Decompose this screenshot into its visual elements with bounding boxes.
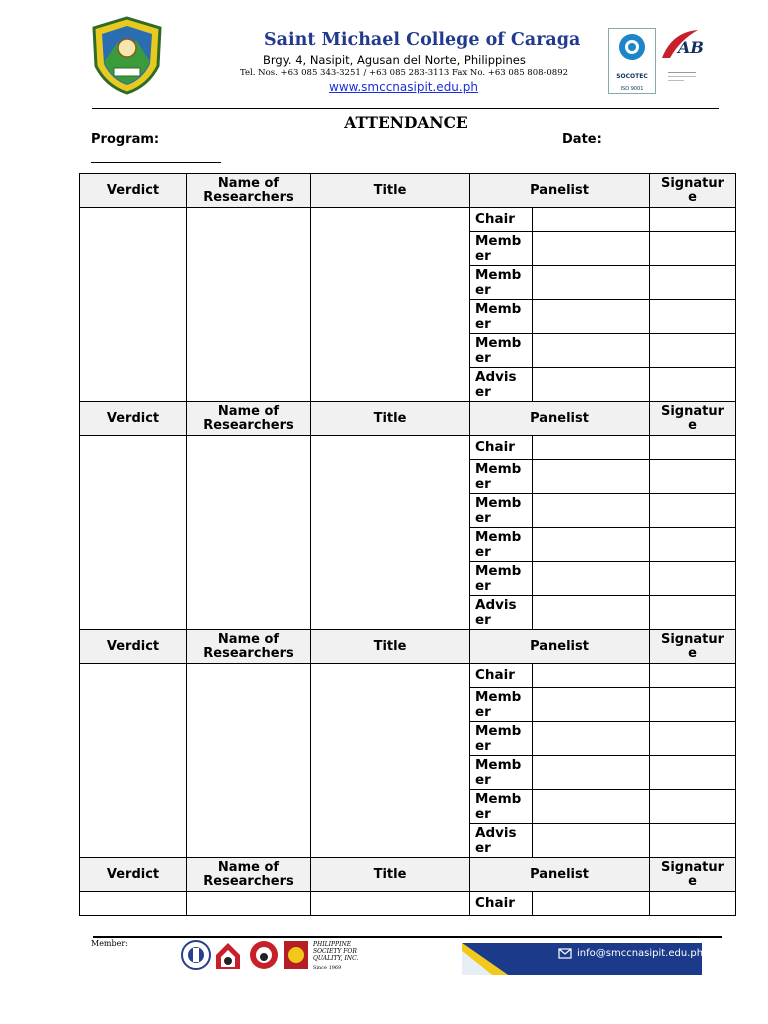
panelist-header: Panelist bbox=[470, 402, 650, 436]
verdict-header: Verdict bbox=[80, 630, 187, 664]
panelist-row bbox=[80, 664, 736, 688]
verdict-header: Verdict bbox=[80, 174, 187, 208]
table-header-row bbox=[80, 630, 736, 664]
signature-cell[interactable] bbox=[650, 824, 736, 858]
role-member-line1: Memb bbox=[475, 562, 522, 579]
title-header: Title bbox=[311, 174, 470, 208]
table-header-row bbox=[80, 858, 736, 892]
website-link[interactable]: www.smccnasipit.edu.ph bbox=[329, 80, 478, 94]
signature-header-line1: Signatur bbox=[660, 859, 725, 875]
role-member-line1: Memb bbox=[475, 266, 522, 283]
program-label: Program: bbox=[91, 132, 160, 147]
verdict-header: Verdict bbox=[80, 858, 187, 892]
role-member-line2: er bbox=[475, 247, 491, 264]
panelist-name-cell[interactable] bbox=[533, 494, 650, 528]
attendance-table bbox=[79, 173, 736, 916]
role-adviser-line2: er bbox=[475, 383, 491, 400]
role-member bbox=[470, 460, 533, 494]
signature-header-line1: Signatur bbox=[660, 631, 725, 647]
signature-header-line2: e bbox=[688, 189, 697, 205]
title-header: Title bbox=[311, 858, 470, 892]
panelist-name-cell[interactable] bbox=[533, 368, 650, 402]
signature-header bbox=[650, 174, 736, 208]
title-cell[interactable] bbox=[311, 892, 470, 916]
panelist-name-cell[interactable] bbox=[533, 756, 650, 790]
researchers-header-line1: Name of bbox=[217, 631, 280, 647]
panelist-name-cell[interactable] bbox=[533, 232, 650, 266]
signature-cell[interactable] bbox=[650, 892, 736, 916]
role-member-line2: er bbox=[475, 703, 491, 720]
role-member-line1: Memb bbox=[475, 460, 522, 477]
researchers-header bbox=[187, 402, 311, 436]
panelist-name-cell[interactable] bbox=[533, 688, 650, 722]
signature-header bbox=[650, 630, 736, 664]
signature-cell[interactable] bbox=[650, 334, 736, 368]
signature-cell[interactable] bbox=[650, 722, 736, 756]
title-header: Title bbox=[311, 630, 470, 664]
member-label: Member: bbox=[91, 939, 128, 948]
school-address: Brgy. 4, Nasipit, Agusan del Norte, Philippines bbox=[263, 53, 526, 67]
researchers-cell[interactable] bbox=[187, 892, 311, 916]
header-divider bbox=[92, 108, 719, 109]
iso-label: ISO 9001 bbox=[620, 86, 644, 92]
verdict-cell[interactable] bbox=[80, 436, 187, 630]
signature-cell[interactable] bbox=[650, 232, 736, 266]
role-member-line1: Memb bbox=[475, 688, 522, 705]
panelist-name-cell[interactable] bbox=[533, 300, 650, 334]
signature-cell[interactable] bbox=[650, 494, 736, 528]
signature-header-line2: e bbox=[688, 417, 697, 433]
socotec-logo-icon bbox=[609, 29, 655, 69]
signature-cell[interactable] bbox=[650, 368, 736, 402]
psq-since: Since 1969 bbox=[313, 965, 342, 971]
panelist-name-cell[interactable] bbox=[533, 460, 650, 494]
psq-name: PHILIPPINE SOCIETY FOR QUALITY, INC. bbox=[313, 941, 359, 962]
signature-header bbox=[650, 402, 736, 436]
role-member-line2: er bbox=[475, 349, 491, 366]
school-name: Saint Michael College of Caraga bbox=[264, 30, 581, 50]
panelist-name-cell[interactable] bbox=[533, 436, 650, 460]
role-member-line2: er bbox=[475, 475, 491, 492]
role-member-line1: Memb bbox=[475, 494, 522, 511]
role-chair-label: Chair bbox=[475, 211, 515, 227]
researchers-header-line2: Researchers bbox=[203, 645, 294, 661]
role-member bbox=[470, 266, 533, 300]
socotec-cert-badge bbox=[608, 28, 656, 94]
signature-header-line2: e bbox=[688, 873, 697, 889]
role-member-line1: Memb bbox=[475, 756, 522, 773]
role-member-line1: Memb bbox=[475, 722, 522, 739]
program-blank-line[interactable] bbox=[91, 162, 221, 163]
role-chair-label: Chair bbox=[475, 667, 515, 683]
panelist-name-cell[interactable] bbox=[533, 208, 650, 232]
panelist-name-cell[interactable] bbox=[533, 790, 650, 824]
role-adviser-line2: er bbox=[475, 839, 491, 856]
researchers-header-line2: Researchers bbox=[203, 189, 294, 205]
role-member bbox=[470, 722, 533, 756]
role-chair bbox=[470, 664, 533, 688]
role-chair bbox=[470, 892, 533, 916]
paascu-logo-icon bbox=[216, 943, 240, 969]
signature-header bbox=[650, 858, 736, 892]
researchers-cell[interactable] bbox=[187, 664, 311, 858]
title-header: Title bbox=[311, 402, 470, 436]
panelist-name-cell[interactable] bbox=[533, 334, 650, 368]
researchers-cell[interactable] bbox=[187, 436, 311, 630]
role-adviser-line1: Advis bbox=[475, 368, 517, 385]
panelist-row bbox=[80, 208, 736, 232]
researchers-header-line1: Name of bbox=[217, 403, 280, 419]
signature-cell[interactable] bbox=[650, 460, 736, 494]
role-member-line1: Memb bbox=[475, 300, 522, 317]
panelist-name-cell[interactable] bbox=[533, 596, 650, 630]
page-title: ATTENDANCE bbox=[344, 113, 468, 132]
signature-cell[interactable] bbox=[650, 528, 736, 562]
member-logos bbox=[180, 939, 310, 971]
footer-divider bbox=[93, 936, 722, 938]
jas-anz-cert-badge bbox=[658, 28, 704, 92]
accrediting-body-logo-icon bbox=[250, 941, 278, 969]
role-member bbox=[470, 334, 533, 368]
signature-cell[interactable] bbox=[650, 300, 736, 334]
role-chair-label: Chair bbox=[475, 439, 515, 455]
signature-header-line1: Signatur bbox=[660, 403, 725, 419]
researchers-header-line2: Researchers bbox=[203, 417, 294, 433]
signature-cell[interactable] bbox=[650, 208, 736, 232]
table-header-row bbox=[80, 174, 736, 208]
researchers-header-line2: Researchers bbox=[203, 873, 294, 889]
role-member bbox=[470, 756, 533, 790]
role-adviser bbox=[470, 824, 533, 858]
role-member-line2: er bbox=[475, 771, 491, 788]
verdict-cell[interactable] bbox=[80, 664, 187, 858]
contact-numbers: Tel. Nos. +63 085 343-3251 / +63 085 283-3113 Fax No. +63 085 808-0892 bbox=[240, 68, 569, 78]
title-cell[interactable] bbox=[311, 436, 470, 630]
role-member bbox=[470, 528, 533, 562]
signature-cell[interactable] bbox=[650, 756, 736, 790]
date-label: Date: bbox=[562, 132, 602, 147]
role-member-line2: er bbox=[475, 737, 491, 754]
role-chair bbox=[470, 208, 533, 232]
role-member bbox=[470, 790, 533, 824]
researchers-header bbox=[187, 858, 311, 892]
role-chair-label: Chair bbox=[475, 895, 515, 911]
panelist-header: Panelist bbox=[470, 174, 650, 208]
panelist-name-cell[interactable] bbox=[533, 722, 650, 756]
role-member-line2: er bbox=[475, 315, 491, 332]
role-member bbox=[470, 688, 533, 722]
verdict-cell[interactable] bbox=[80, 892, 187, 916]
role-member-line2: er bbox=[475, 281, 491, 298]
role-adviser-line2: er bbox=[475, 611, 491, 628]
role-adviser bbox=[470, 368, 533, 402]
panelist-name-cell[interactable] bbox=[533, 266, 650, 300]
researchers-header-line1: Name of bbox=[217, 859, 280, 875]
psq-logo-icon bbox=[284, 941, 308, 969]
panelist-name-cell[interactable] bbox=[533, 562, 650, 596]
role-member-line1: Memb bbox=[475, 528, 522, 545]
panelist-name-cell[interactable] bbox=[533, 664, 650, 688]
title-cell[interactable] bbox=[311, 664, 470, 858]
role-member-line1: Memb bbox=[475, 334, 522, 351]
role-member bbox=[470, 232, 533, 266]
signature-cell[interactable] bbox=[650, 436, 736, 460]
role-member-line2: er bbox=[475, 509, 491, 526]
signature-cell[interactable] bbox=[650, 790, 736, 824]
ab-label: AB bbox=[678, 38, 704, 57]
panelist-name-cell[interactable] bbox=[533, 892, 650, 916]
role-adviser-line1: Advis bbox=[475, 824, 517, 841]
role-member-line2: er bbox=[475, 805, 491, 822]
verdict-cell[interactable] bbox=[80, 208, 187, 402]
verdict-header: Verdict bbox=[80, 402, 187, 436]
researchers-header-line1: Name of bbox=[217, 175, 280, 191]
email-address[interactable]: info@smccnasipit.edu.ph bbox=[577, 948, 704, 959]
signature-cell[interactable] bbox=[650, 266, 736, 300]
role-member-line1: Memb bbox=[475, 790, 522, 807]
panelist-name-cell[interactable] bbox=[533, 528, 650, 562]
signature-header-line2: e bbox=[688, 645, 697, 661]
role-chair bbox=[470, 436, 533, 460]
role-member-line2: er bbox=[475, 543, 491, 560]
panelist-row bbox=[80, 892, 736, 916]
signature-cell[interactable] bbox=[650, 562, 736, 596]
panelist-row bbox=[80, 436, 736, 460]
researchers-cell[interactable] bbox=[187, 208, 311, 402]
table-header-row bbox=[80, 402, 736, 436]
researchers-header bbox=[187, 174, 311, 208]
signature-cell[interactable] bbox=[650, 688, 736, 722]
association-seal-icon bbox=[182, 941, 210, 969]
role-member bbox=[470, 494, 533, 528]
researchers-header bbox=[187, 630, 311, 664]
panelist-header: Panelist bbox=[470, 858, 650, 892]
socotec-label: SOCOTEC bbox=[616, 73, 648, 80]
panelist-name-cell[interactable] bbox=[533, 824, 650, 858]
panelist-header: Panelist bbox=[470, 630, 650, 664]
signature-cell[interactable] bbox=[650, 596, 736, 630]
role-member-line2: er bbox=[475, 577, 491, 594]
role-member-line1: Memb bbox=[475, 232, 522, 249]
role-member bbox=[470, 562, 533, 596]
role-adviser bbox=[470, 596, 533, 630]
role-member bbox=[470, 300, 533, 334]
mail-icon bbox=[558, 948, 572, 959]
school-seal-logo bbox=[88, 14, 166, 96]
signature-cell[interactable] bbox=[650, 664, 736, 688]
title-cell[interactable] bbox=[311, 208, 470, 402]
signature-header-line1: Signatur bbox=[660, 175, 725, 191]
role-adviser-line1: Advis bbox=[475, 596, 517, 613]
